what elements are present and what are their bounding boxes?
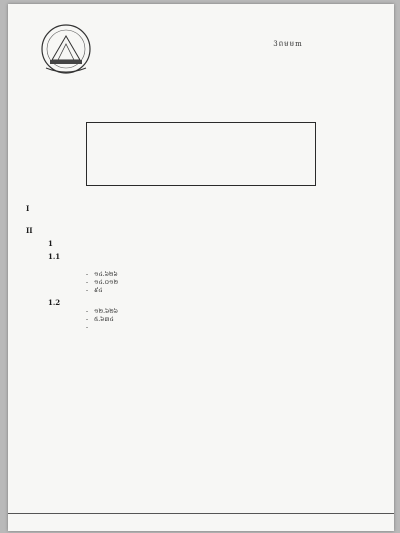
bullet-dash-icon: - — [86, 316, 89, 323]
subsection-number: 1 — [48, 239, 53, 248]
header-ornament: 3ពមមm — [273, 40, 303, 48]
title-line-1 — [87, 127, 315, 134]
section-number: I — [26, 204, 30, 213]
section-heading — [26, 226, 378, 235]
list-item-figure: ១២.៦២៦ — [94, 308, 119, 315]
kingdom-heading — [188, 12, 388, 19]
ministry-name — [16, 84, 136, 91]
section-number: II — [26, 226, 33, 235]
bullet-dash-icon: - — [86, 287, 89, 294]
list-item-figure: ៩៤ — [94, 287, 103, 294]
list-item — [86, 279, 378, 286]
subsection-heading — [48, 239, 378, 248]
bullet-dash-icon: - — [86, 279, 89, 286]
footer-contact — [16, 522, 386, 528]
letterhead-footer — [8, 513, 394, 531]
paragraph — [38, 215, 378, 222]
item-number: 1.1 — [48, 252, 61, 261]
list-item — [86, 308, 378, 315]
title-line-2 — [87, 137, 315, 144]
national-header — [188, 12, 388, 48]
list-item — [86, 316, 378, 323]
national-motto — [188, 23, 388, 30]
item-paragraph — [38, 263, 378, 270]
bullet-dash-icon: - — [86, 271, 89, 278]
list-item-figure: ៥.៦៣៤ — [94, 316, 114, 323]
ministry-seal-icon — [32, 22, 100, 80]
list-item — [86, 287, 378, 294]
reference-line — [198, 84, 383, 91]
bullet-dash-icon: - — [86, 308, 89, 315]
title-line-4 — [87, 155, 315, 162]
document-page — [8, 4, 394, 531]
item-heading — [48, 252, 378, 261]
title-line-3 — [87, 146, 315, 153]
subsection-number: 1.2 — [48, 298, 61, 307]
list-item — [86, 324, 378, 331]
document-body — [26, 200, 378, 331]
list-item — [86, 271, 378, 278]
subsection-heading — [48, 298, 378, 307]
document-title-box — [86, 122, 316, 186]
bullet-dash-icon: - — [86, 324, 89, 331]
list-item-figure: ១៤.៦២៦ — [94, 271, 118, 278]
section-heading — [26, 204, 378, 213]
list-item-figure: ១៤.០១២ — [94, 279, 119, 286]
